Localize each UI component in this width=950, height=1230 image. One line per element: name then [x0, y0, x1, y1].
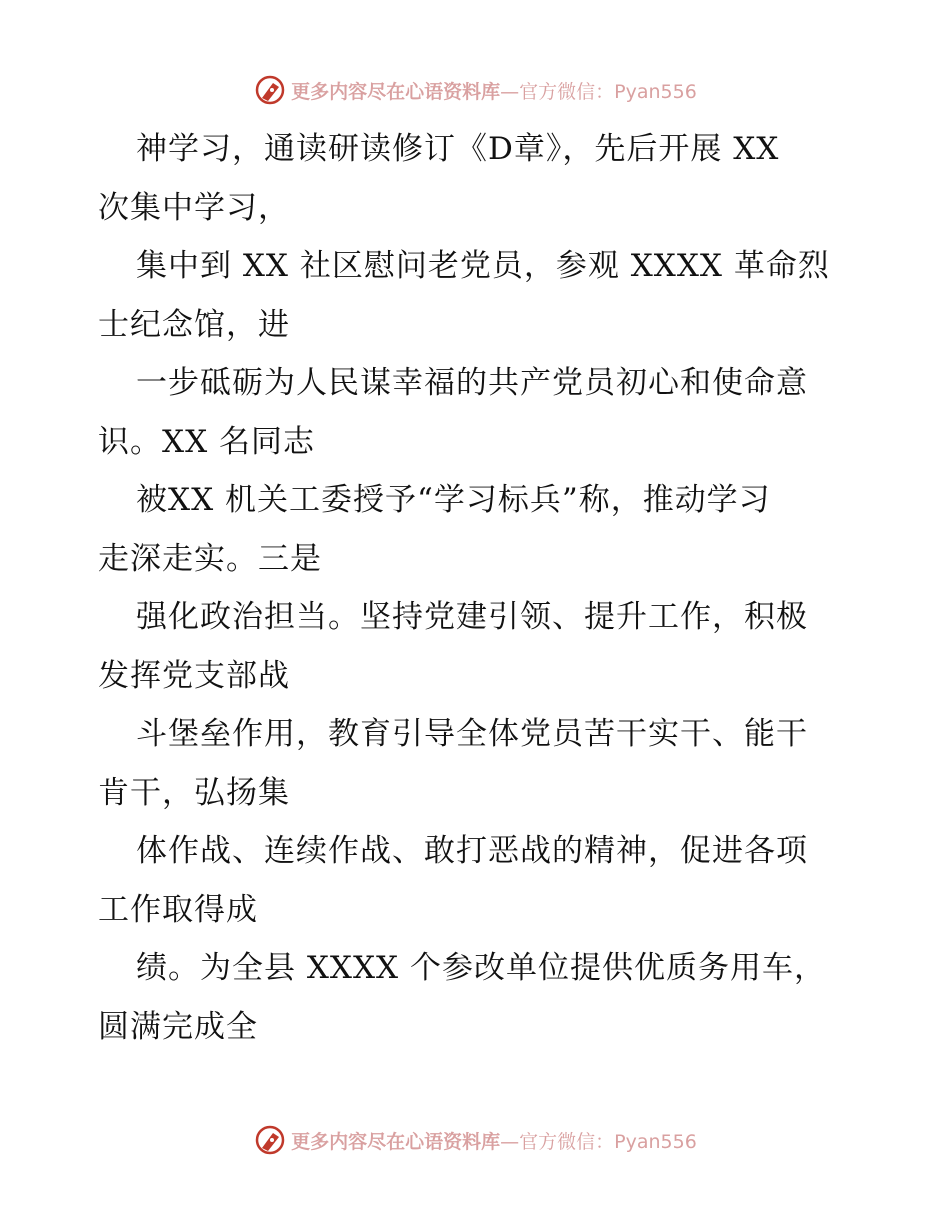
body-line: 圆满完成全 — [98, 1008, 258, 1045]
body-line: 肯干，弘扬集 — [98, 774, 290, 811]
body-line: 工作取得成 — [98, 891, 258, 928]
body-line: 走深走实。三是 — [98, 540, 322, 577]
pen-nib-logo-icon — [253, 1123, 287, 1157]
header-watermark-text — [291, 77, 697, 104]
footer-watermark — [0, 1120, 950, 1160]
body-line: 强化政治担当。坚持党建引领、提升工作，积极 — [136, 599, 808, 635]
footer-dash: — — [500, 1130, 520, 1153]
body-line: 一步砥砺为人民谋幸福的共产党员初心和使命意 — [136, 365, 808, 401]
body-line: 集中到 XX 社区慰问老党员，参观 XXXX 革命烈 — [136, 248, 830, 284]
footer-brand: 更多内容尽在心语资料库 — [291, 1130, 501, 1153]
header-dash: — — [500, 80, 520, 103]
document-body — [98, 120, 858, 1056]
pen-nib-logo-icon — [253, 73, 287, 107]
footer-contact: 官方微信：Pyan556 — [519, 1130, 697, 1153]
body-line: 次集中学习， — [98, 189, 290, 226]
body-line: 绩。为全县 XXXX 个参改单位提供优质务用车， — [136, 950, 826, 986]
body-line: 斗堡垒作用，教育引导全体党员苦干实干、能干 — [136, 716, 808, 752]
body-line: 识。XX 名同志 — [98, 423, 315, 460]
body-line: 神学习，通读研读修订《D章》，先后开展 XX — [136, 131, 780, 167]
body-line: 发挥党支部战 — [98, 657, 290, 694]
header-brand: 更多内容尽在心语资料库 — [291, 80, 501, 103]
header-watermark — [0, 70, 950, 110]
body-line: 被XX 机关工委授予“学习标兵”称，推动学习 — [136, 482, 771, 518]
body-line: 体作战、连续作战、敢打恶战的精神，促进各项 — [136, 833, 808, 869]
footer-watermark-text — [291, 1127, 697, 1154]
body-line: 士纪念馆，进 — [98, 306, 290, 343]
header-contact: 官方微信：Pyan556 — [519, 80, 697, 103]
